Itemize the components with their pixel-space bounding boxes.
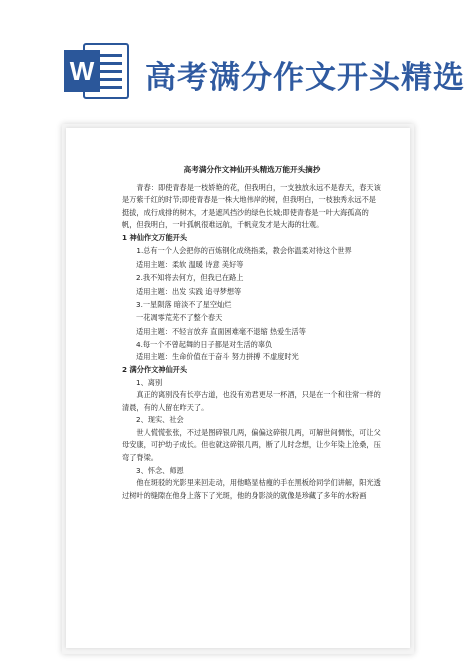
- word-icon-letter: W: [69, 56, 95, 86]
- section2-item-text: 他在斑驳的光影里来回走动，用他略显枯瘦的手在黑板给同学们讲解，阳光透过树叶的缝隙在他身上落下了光斑，他的身影淡的就像是珍藏了多年的水粉画: [122, 478, 381, 500]
- section1-line: 一花凋零荒芜不了整个春天: [136, 312, 223, 322]
- section2-item-label: 3、怀念、师恩: [136, 465, 184, 475]
- section2-heading: 2 满分作文神仙开头: [122, 364, 188, 374]
- section1-line: 4.每一个不曾起舞的日子都是对生活的辜负: [136, 339, 273, 349]
- section1-line: 适用主题：不轻言放弃 直面困难毫不退缩 热爱生活等: [136, 327, 306, 337]
- section2-item-text: 世人慌慌张张，不过是图碎银几两，偏偏这碎银几两，可解世间惆怅，可让父母安康，可护幼子成长。但也就这碎银几两，断了儿时念想，让少年染上沧桑，压弯了脊梁。: [122, 427, 381, 463]
- banner: [0, 0, 474, 118]
- section1-line: 适用主题：生命价值在于奋斗 努力拼搏 不虚度时光: [136, 352, 299, 362]
- section2-item-label: 2、现实、社会: [136, 415, 184, 425]
- section1-line: 3.一星陨落 暗淡不了星空灿烂: [136, 299, 232, 309]
- document-page: [66, 128, 410, 648]
- section1-line: 适用主题：出发 实践 追寻梦想等: [136, 287, 242, 297]
- section1-line: 1.总有一个人会把你的百炼钢化成绕指柔，教会你温柔对待这个世界: [136, 245, 352, 255]
- section2-item-text: 真正的离别没有长亭古道，也没有劝君更尽一杯酒，只是在一个和往常一样的清晨，有的人留在昨天了。: [122, 390, 381, 412]
- banner-title: 高考满分作文开头精选: [145, 60, 465, 96]
- section2-item-label: 1、离别: [136, 377, 163, 387]
- document-content: [122, 164, 382, 502]
- document-title: 高考满分作文神仙开头精选万能开头摘抄: [183, 165, 321, 174]
- word-document-icon: [62, 40, 130, 102]
- section1-line: 适用主题：柔软 温暖 诗意 美好等: [136, 260, 244, 270]
- intro-paragraph: 青春：即使青春是一枝娇艳的花，但我明白，一支独放永远不是春天，春天该是万紫千红的时节;即使青春是一株大地伟岸的树，但我明白，一枝独秀永远不是挺拔，成行成排的树木，才是遮风挡沙的绿色长城;即使青春是一叶大海孤高的帆，但我明白，一叶孤帆很难远航，千帆竞发才是大海的壮观。: [122, 182, 381, 230]
- section1-heading: 1 神仙作文万能开头: [122, 232, 188, 242]
- section1-line: 2.我不知将去何方，但我已在路上: [136, 272, 244, 282]
